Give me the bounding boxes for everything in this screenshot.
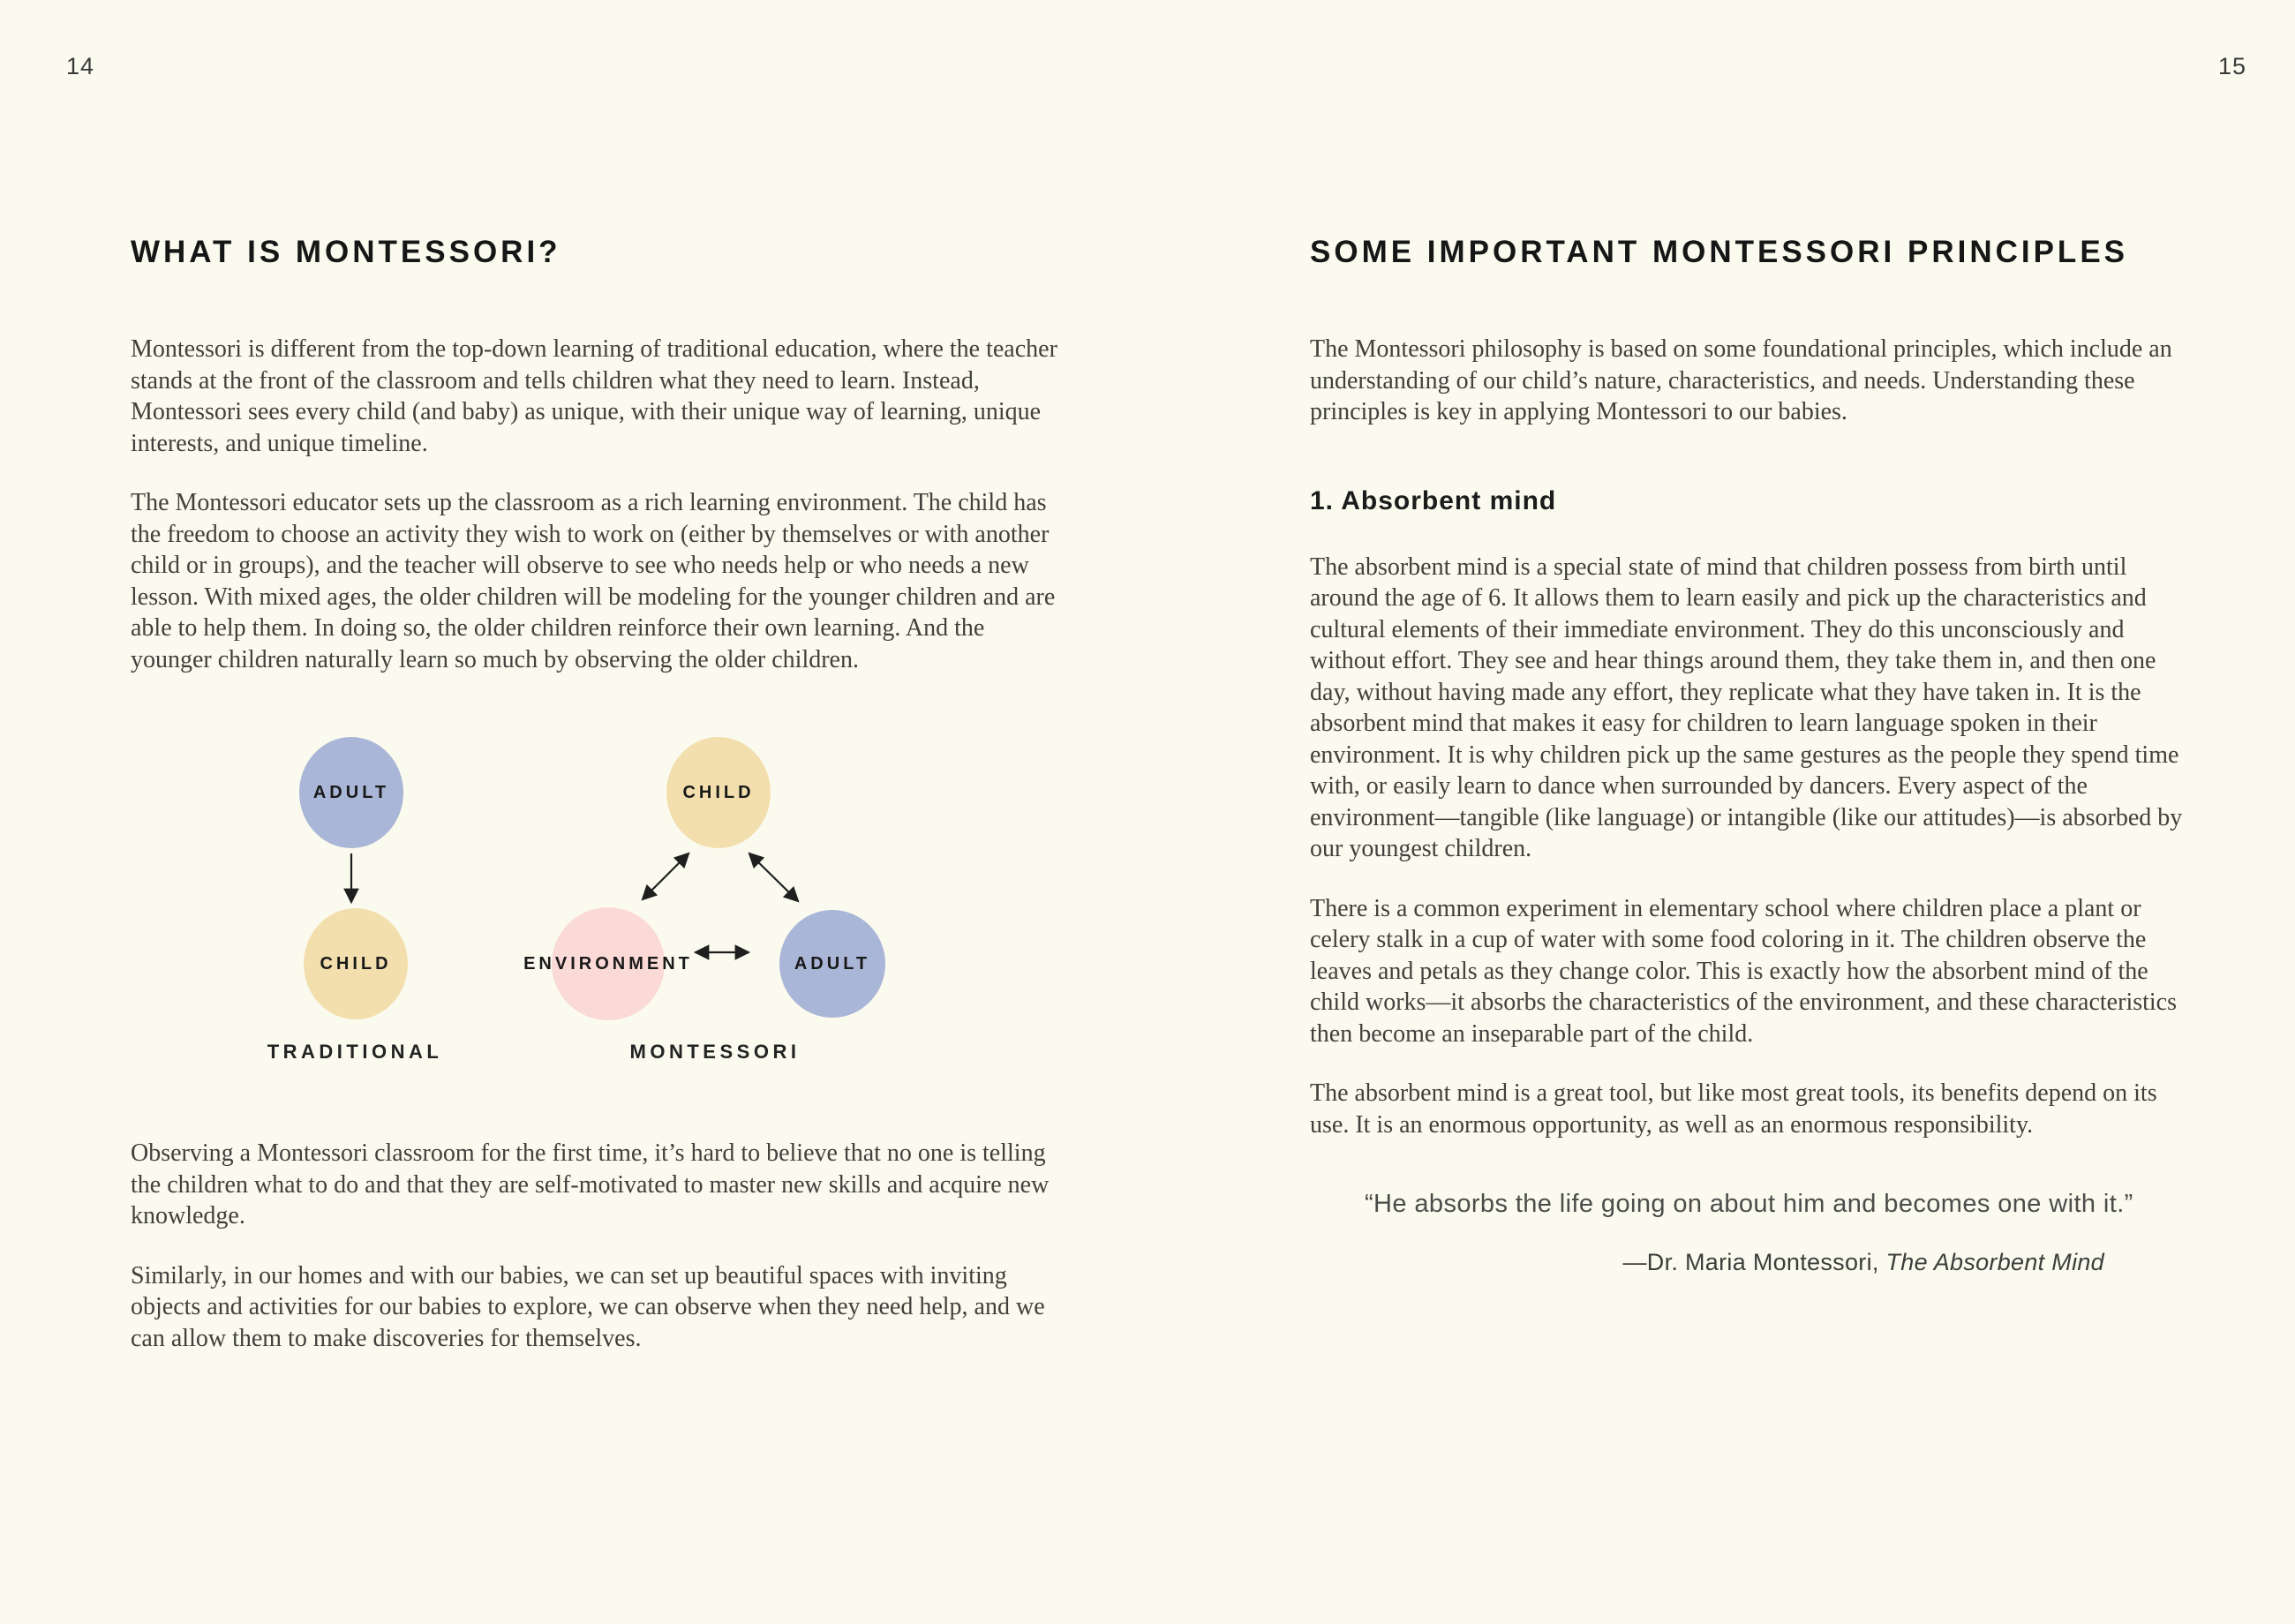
arrow-child-environment (643, 853, 688, 899)
traditional-diagram-label: TRADITIONAL (267, 1041, 443, 1063)
page-title: SOME IMPORTANT MONTESSORI PRINCIPLES (1310, 235, 2129, 269)
paragraph: There is a common experiment in elementary school where children place a plant or celery stalk in a cup of water with some food coloring in it. The children observe the leaves and petals as they change color. This is exactly how the absorbent mind of the child works—it absorbs the characteristics of the environment, and these characteristics then become an inseparable part of the child. (1310, 894, 2177, 1048)
environment-label-montessori: ENVIRONMENT (523, 954, 693, 974)
adult-label-montessori: ADULT (794, 954, 871, 974)
page-right (1148, 0, 2295, 1624)
paragraph: Similarly, in our homes and with our babies, we can set up beautiful spaces with inviting objects and activities for our babies to explore, we can observe when they need help, and we can allow them to make discoveries for themselves. (131, 1261, 1045, 1352)
child-label-traditional: CHILD (320, 954, 392, 974)
montessori-diagram-label: MONTESSORI (629, 1041, 801, 1063)
page-title: WHAT IS MONTESSORI? (131, 235, 561, 269)
page-left-content (0, 0, 1066, 1354)
paragraph: The absorbent mind is a special state of mind that children possess from birth until around the age of 6. It allows them to learn easily and pick up the characteristics and cultural elements of their immediate environment. They do this unconsciously and without effort. They see and hear things around them, they take them in, and then one day, without having made any effort, they replicate what they have taken in. It is the absorbent mind that makes it easy for children to learn language spoken in their environment. It is why children pick up the same gestures as the people they spend time with, or easily learn to dance when surrounded by dancers. Every aspect of the environment—tangible (like language) or intangible (like our attitudes)—is absorbed by our youngest children. (1310, 553, 2183, 862)
block-quote: “He absorbs the life going on about him and becomes one with it.” (1365, 1190, 2133, 1218)
quote-attribution-author: —Dr. Maria Montessori, (1622, 1249, 1886, 1275)
paragraph: The absorbent mind is a great tool, but like most great tools, its benefits depend on its use. It is an enormous opportunity, as well as an enormous responsibility. (1310, 1079, 2157, 1139)
page-number-left: 14 (66, 53, 95, 79)
section-heading-absorbent-mind: 1. Absorbent mind (1310, 485, 1557, 515)
page-right-content (1148, 0, 2193, 1276)
traditional-vs-montessori-diagram (0, 721, 1148, 1074)
quote-attribution (1310, 1249, 2104, 1276)
child-label-montessori: CHILD (682, 783, 755, 802)
adult-label-traditional: ADULT (312, 783, 390, 802)
page-number-right: 15 (2217, 53, 2246, 79)
paragraph: Montessori is different from the top-down learning of traditional education, where the teacher stands at the front of the classroom and tells children what they need to learn. Instead, Montessori sees every child (and baby) as unique, with their unique way of learning, unique interests, and unique timeline. (131, 335, 1057, 457)
paragraph: The Montessori philosophy is based on some foundational principles, which include an understanding of our child’s nature, characteristics, and needs. Understanding these principles is key in applying Montessori to our babies. (1310, 335, 2172, 425)
diagram-arrows (0, 721, 1148, 1074)
arrow-child-adult (749, 853, 798, 901)
paragraph: The Montessori educator sets up the classroom as a rich learning environment. The child has the freedom to choose an activity they wish to work on (either by themselves or with another child or in groups), and the teacher will observe to see who needs help or who needs a new lesson. With mixed ages, the older children will be modeling for the younger children and are able to help them. In doing so, the older children reinforce their own learning. And the younger children naturally learn so much by observing the older children. (131, 489, 1056, 673)
quote-attribution-source: The Absorbent Mind (1885, 1249, 2104, 1275)
paragraph: Observing a Montessori classroom for the first time, it’s hard to believe that no one is telling the children what to do and that they are self-motivated to master new skills and acquire new knowledge. (131, 1139, 1050, 1229)
